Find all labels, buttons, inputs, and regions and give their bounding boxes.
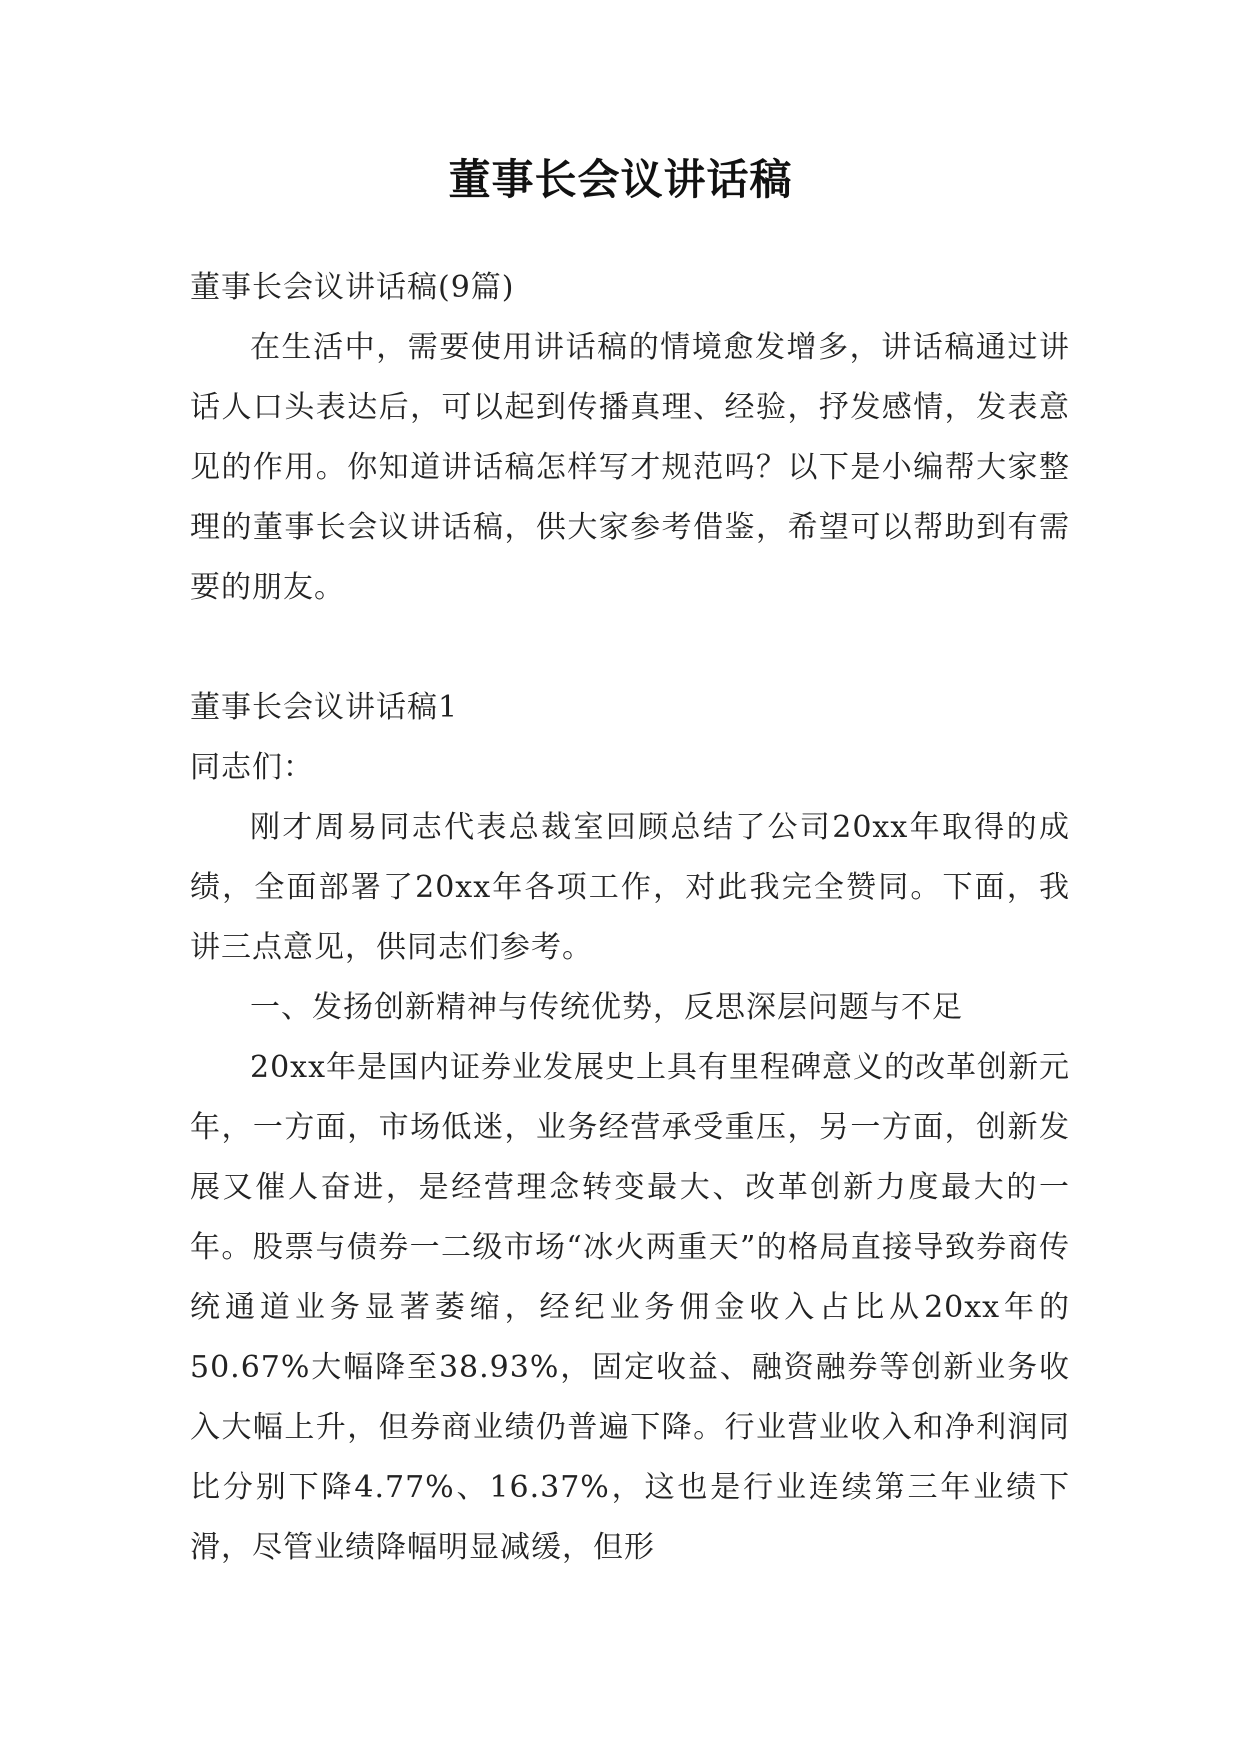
paragraph-gap [190, 618, 1070, 678]
body-paragraph: 刚才周易同志代表总裁室回顾总结了公司20xx年取得的成绩，全面部署了20xx年各项工作，对此我完全赞同。下面，我讲三点意见，供同志们参考。 [190, 810, 1070, 965]
document-title: 董事长会议讲话稿 [448, 155, 793, 204]
document-subtitle: 董事长会议讲话稿(9篇) [190, 270, 515, 305]
section-heading: 董事长会议讲话稿1 [190, 690, 459, 725]
point-heading: 一、发扬创新精神与传统优势，反思深层问题与不足 [250, 990, 963, 1025]
salutation: 同志们： [190, 750, 314, 785]
body-paragraph: 20xx年是国内证券业发展史上具有里程碑意义的改革创新元年，一方面，市场低迷，业务经营承受重压，另一方面，创新发展又催人奋进，是经营理念转变最大、改革创新力度最大的一年。股票与债券一二级市场“冰火两重天”的格局直接导致券商传统通道业务显著萎缩，经纪业务佣金收入占比从20xx年的50.67%大幅降至38.93%，固定收益、融资融券等创新业务收入大幅上升，但券商业绩仍普遍下降。行业营业收入和净利润同比分别下降4.77%、16.37%，这也是行业连续第三年业绩下滑，尽管业绩降幅明显减缓，但形 [190, 1050, 1071, 1565]
document-body [190, 258, 1070, 1578]
intro-paragraph: 在生活中，需要使用讲话稿的情境愈发增多，讲话稿通过讲话人口头表达后，可以起到传播真理、经验，抒发感情，发表意见的作用。你知道讲话稿怎样写才规范吗？以下是小编帮大家整理的董事长会议讲话稿，供大家参考借鉴，希望可以帮助到有需要的朋友。 [190, 330, 1070, 605]
